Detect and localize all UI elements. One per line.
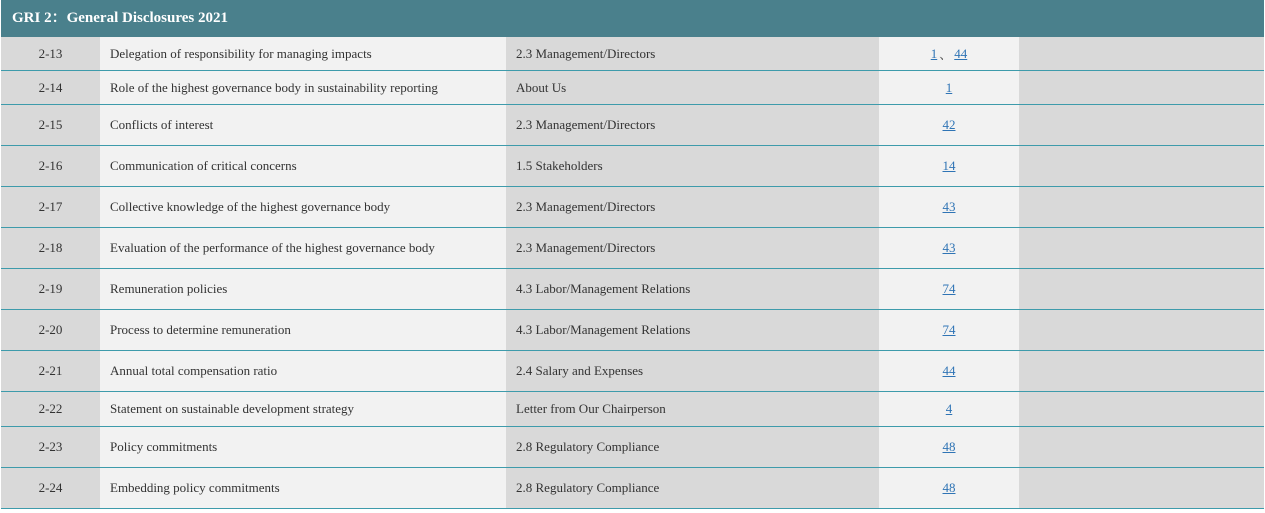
page-numbers [879, 146, 1019, 186]
report-section: 2.8 Regulatory Compliance [506, 468, 879, 508]
report-section: 2.4 Salary and Expenses [506, 351, 879, 391]
report-section: 4.3 Labor/Management Relations [506, 269, 879, 309]
table-row [1, 228, 1264, 269]
omission-cell [1019, 392, 1264, 426]
disclosure-code: 2-16 [1, 146, 100, 186]
disclosure-description: Process to determine remuneration [100, 310, 506, 350]
table-row [1, 187, 1264, 228]
table-row [1, 71, 1264, 105]
omission-cell [1019, 269, 1264, 309]
disclosure-code: 2-22 [1, 392, 100, 426]
disclosure-description: Conflicts of interest [100, 105, 506, 145]
disclosure-code: 2-20 [1, 310, 100, 350]
omission-cell [1019, 71, 1264, 104]
omission-cell [1019, 146, 1264, 186]
page-numbers [879, 269, 1019, 309]
disclosure-description: Role of the highest governance body in sustainability reporting [100, 71, 506, 104]
disclosure-code: 2-15 [1, 105, 100, 145]
page-numbers [879, 310, 1019, 350]
page-numbers [879, 392, 1019, 426]
table-row [1, 351, 1264, 392]
gri-disclosures-table [1, 0, 1264, 509]
omission-cell [1019, 105, 1264, 145]
report-section: 2.3 Management/Directors [506, 228, 879, 268]
page-numbers [879, 187, 1019, 227]
page-numbers [879, 37, 1019, 70]
report-section: 1.5 Stakeholders [506, 146, 879, 186]
disclosure-description: Remuneration policies [100, 269, 506, 309]
table-row [1, 310, 1264, 351]
page-numbers [879, 71, 1019, 104]
page-numbers [879, 427, 1019, 467]
table-body [1, 37, 1264, 509]
disclosure-description: Policy commitments [100, 427, 506, 467]
report-section: About Us [506, 71, 879, 104]
omission-cell [1019, 37, 1264, 70]
page-link[interactable]: 43 [942, 240, 956, 255]
report-section: 4.3 Labor/Management Relations [506, 310, 879, 350]
disclosure-description: Statement on sustainable development strategy [100, 392, 506, 426]
report-section: 2.3 Management/Directors [506, 187, 879, 227]
report-section: 2.3 Management/Directors [506, 37, 879, 70]
omission-cell [1019, 310, 1264, 350]
page-link[interactable]: 4 [945, 401, 953, 416]
disclosure-code: 2-21 [1, 351, 100, 391]
disclosure-code: 2-13 [1, 37, 100, 70]
page-link[interactable]: 43 [942, 199, 956, 214]
table-row [1, 427, 1264, 468]
disclosure-code: 2-19 [1, 269, 100, 309]
page-link[interactable]: 48 [942, 480, 956, 495]
report-section: 2.3 Management/Directors [506, 105, 879, 145]
report-section: 2.8 Regulatory Compliance [506, 427, 879, 467]
table-row [1, 37, 1264, 71]
page-link[interactable]: 42 [942, 117, 956, 132]
disclosure-code: 2-23 [1, 427, 100, 467]
table-row [1, 269, 1264, 310]
table-row [1, 392, 1264, 427]
page-link[interactable]: 74 [942, 322, 956, 337]
table-row [1, 468, 1264, 509]
omission-cell [1019, 351, 1264, 391]
page-link[interactable]: 48 [942, 439, 956, 454]
table-row [1, 105, 1264, 146]
omission-cell [1019, 228, 1264, 268]
disclosure-code: 2-14 [1, 71, 100, 104]
omission-cell [1019, 427, 1264, 467]
page-link[interactable]: 44 [942, 363, 956, 378]
report-section: Letter from Our Chairperson [506, 392, 879, 426]
disclosure-code: 2-18 [1, 228, 100, 268]
page-link[interactable]: 44 [954, 45, 968, 61]
page-separator: 、 [939, 47, 953, 62]
page-numbers [879, 468, 1019, 508]
page-numbers [879, 228, 1019, 268]
disclosure-code: 2-24 [1, 468, 100, 508]
page-link[interactable]: 74 [942, 281, 956, 296]
disclosure-description: Embedding policy commitments [100, 468, 506, 508]
disclosure-description: Collective knowledge of the highest governance body [100, 187, 506, 227]
page-link[interactable]: 1 [930, 45, 938, 61]
omission-cell [1019, 468, 1264, 508]
table-row [1, 146, 1264, 187]
disclosure-description: Communication of critical concerns [100, 146, 506, 186]
disclosure-description: Evaluation of the performance of the highest governance body [100, 228, 506, 268]
page-numbers [879, 105, 1019, 145]
disclosure-code: 2-17 [1, 187, 100, 227]
disclosure-description: Annual total compensation ratio [100, 351, 506, 391]
omission-cell [1019, 187, 1264, 227]
page-numbers [879, 351, 1019, 391]
page-link[interactable]: 14 [942, 158, 956, 173]
table-title: GRI 2：General Disclosures 2021 [1, 0, 1264, 37]
disclosure-description: Delegation of responsibility for managing impacts [100, 37, 506, 70]
page-link[interactable]: 1 [945, 79, 953, 95]
